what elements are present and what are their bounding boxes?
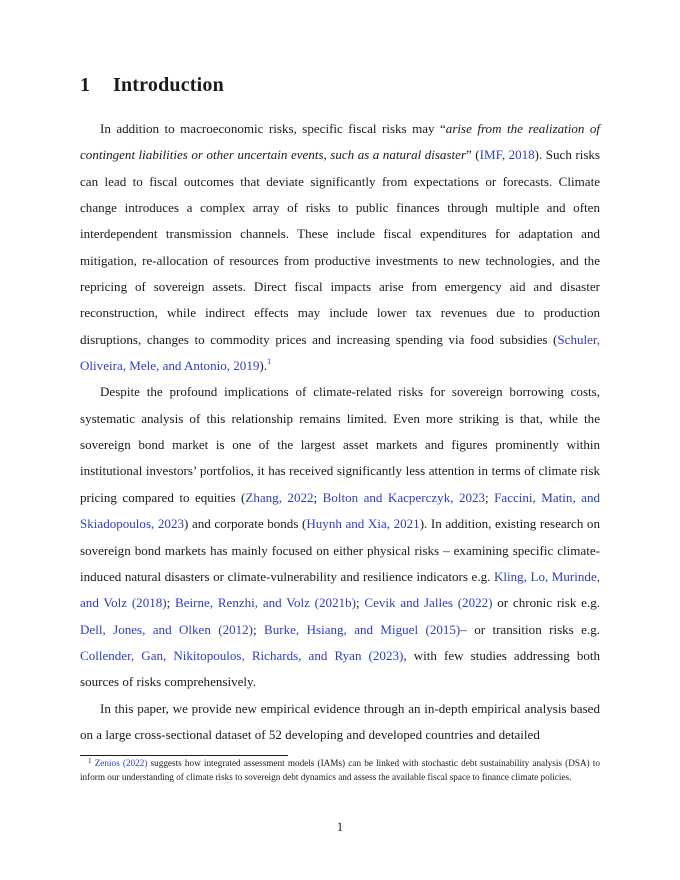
footnote (80, 757, 600, 784)
text-run: ” ( (466, 147, 480, 163)
paragraph-3 (80, 696, 600, 749)
text-run: – or transition risks e.g. (460, 621, 600, 637)
text-run: In addition to macroeconomic risks, specific fiscal risks may “ (100, 121, 446, 136)
citation-link[interactable]: Faccini, Matin, and Skiadopoulos, 2023 (80, 489, 601, 532)
footnote-number: 1 (88, 757, 92, 765)
quoted-text: arise from the realization of contingent liabilities or other uncertain events, such as a natural disaster (80, 121, 601, 163)
text-run: ). Such risks can lead to fiscal outcomes that deviate significantly from expectations or forecasts. Climate change introduces a complex array of risks to public finances through multiple and often interdependent transmission channels. These include fiscal expenditures for adaptation and mitigation, re-allocation of resources from productive investments to new technologies, and the repricing of sovereign assets. Direct fiscal impacts arise from emergency aid and disaster reconstruction, while indirect effects may include lower tax revenues due to production disruptions, changes to commodity prices and increasing spending via food subsidies ( (80, 147, 600, 347)
page-number: 1 (336, 820, 344, 834)
citation-link[interactable]: Burke, Hsiang, and Miguel (2015) (264, 621, 461, 637)
body-text (80, 116, 600, 748)
text-run: ; (485, 489, 495, 505)
footnote-text: suggests how integrated assessment models (IAMs) can be linked with stochastic debt sustainability analysis (DSA) to inform our understanding of climate risks to sovereign debt dynamics and assess the available fiscal space to finance climate policies. (80, 758, 600, 782)
citation-link[interactable]: Zhang, 2022 (245, 489, 314, 505)
citation-link[interactable]: Cevik and Jalles (2022) (364, 595, 493, 611)
text-run: , with few studies addressing both sources of risks comprehensively. (80, 647, 601, 690)
citation-link[interactable]: Bolton and Kacperczyk, 2023 (322, 489, 486, 505)
citation-link[interactable]: Dell, Jones, and Olken (2012) (80, 621, 254, 637)
footnote-marker[interactable]: 1 (266, 356, 272, 367)
text-run: ; (313, 489, 323, 505)
citation-link[interactable]: Zenios (2022) (94, 758, 148, 768)
citation-link[interactable]: Schuler, Oliveira, Mele, and Antonio, 2019 (80, 331, 600, 374)
text-run: ; (253, 621, 265, 637)
paragraph-2 (80, 379, 600, 695)
citation-link[interactable]: Kling, Lo, Murinde, and Volz (2018) (80, 568, 600, 611)
text-run: ; (166, 595, 176, 611)
section-number: 1 (80, 74, 91, 96)
section-title: Introduction (113, 74, 224, 96)
paragraph-1 (80, 116, 600, 379)
citation-link[interactable]: Huynh and Xia, 2021 (306, 516, 420, 532)
footnote-divider (80, 755, 288, 756)
citation-link[interactable]: Beirne, Renzhi, and Volz (2021b) (175, 595, 356, 611)
text-run: ). (259, 358, 267, 374)
citation-link[interactable]: Collender, Gan, Nikitopoulos, Richards, and Ryan (2023) (80, 647, 404, 663)
text-run: ). In addition, existing research on sovereign bond markets has mainly focused on either physical risks – examining specific climate-induced natural disasters or climate-vulnerability and resilience indicators e.g. (80, 516, 600, 584)
text-run: or chronic risk e.g. (492, 595, 601, 611)
text-run: ; (355, 595, 365, 611)
citation-link[interactable]: IMF, 2018 (479, 147, 535, 163)
section-heading (80, 74, 224, 97)
text-run: ) and corporate bonds ( (184, 516, 307, 532)
text-run: In this paper, we provide new empirical evidence through an in-depth empirical analysis based on a large cross-sectional dataset of 52 developing and developed countries and detailed (80, 700, 600, 742)
text-run: Despite the profound implications of climate-related risks for sovereign borrowing costs, systematic analysis of this relationship remains limited. Even more striking is that, while the sovereign bond market is one of the largest asset markets and figures prominently within institutional investors’ portfolios, it has received significantly less attention in terms of climate risk pricing compared to equities ( (80, 384, 600, 505)
